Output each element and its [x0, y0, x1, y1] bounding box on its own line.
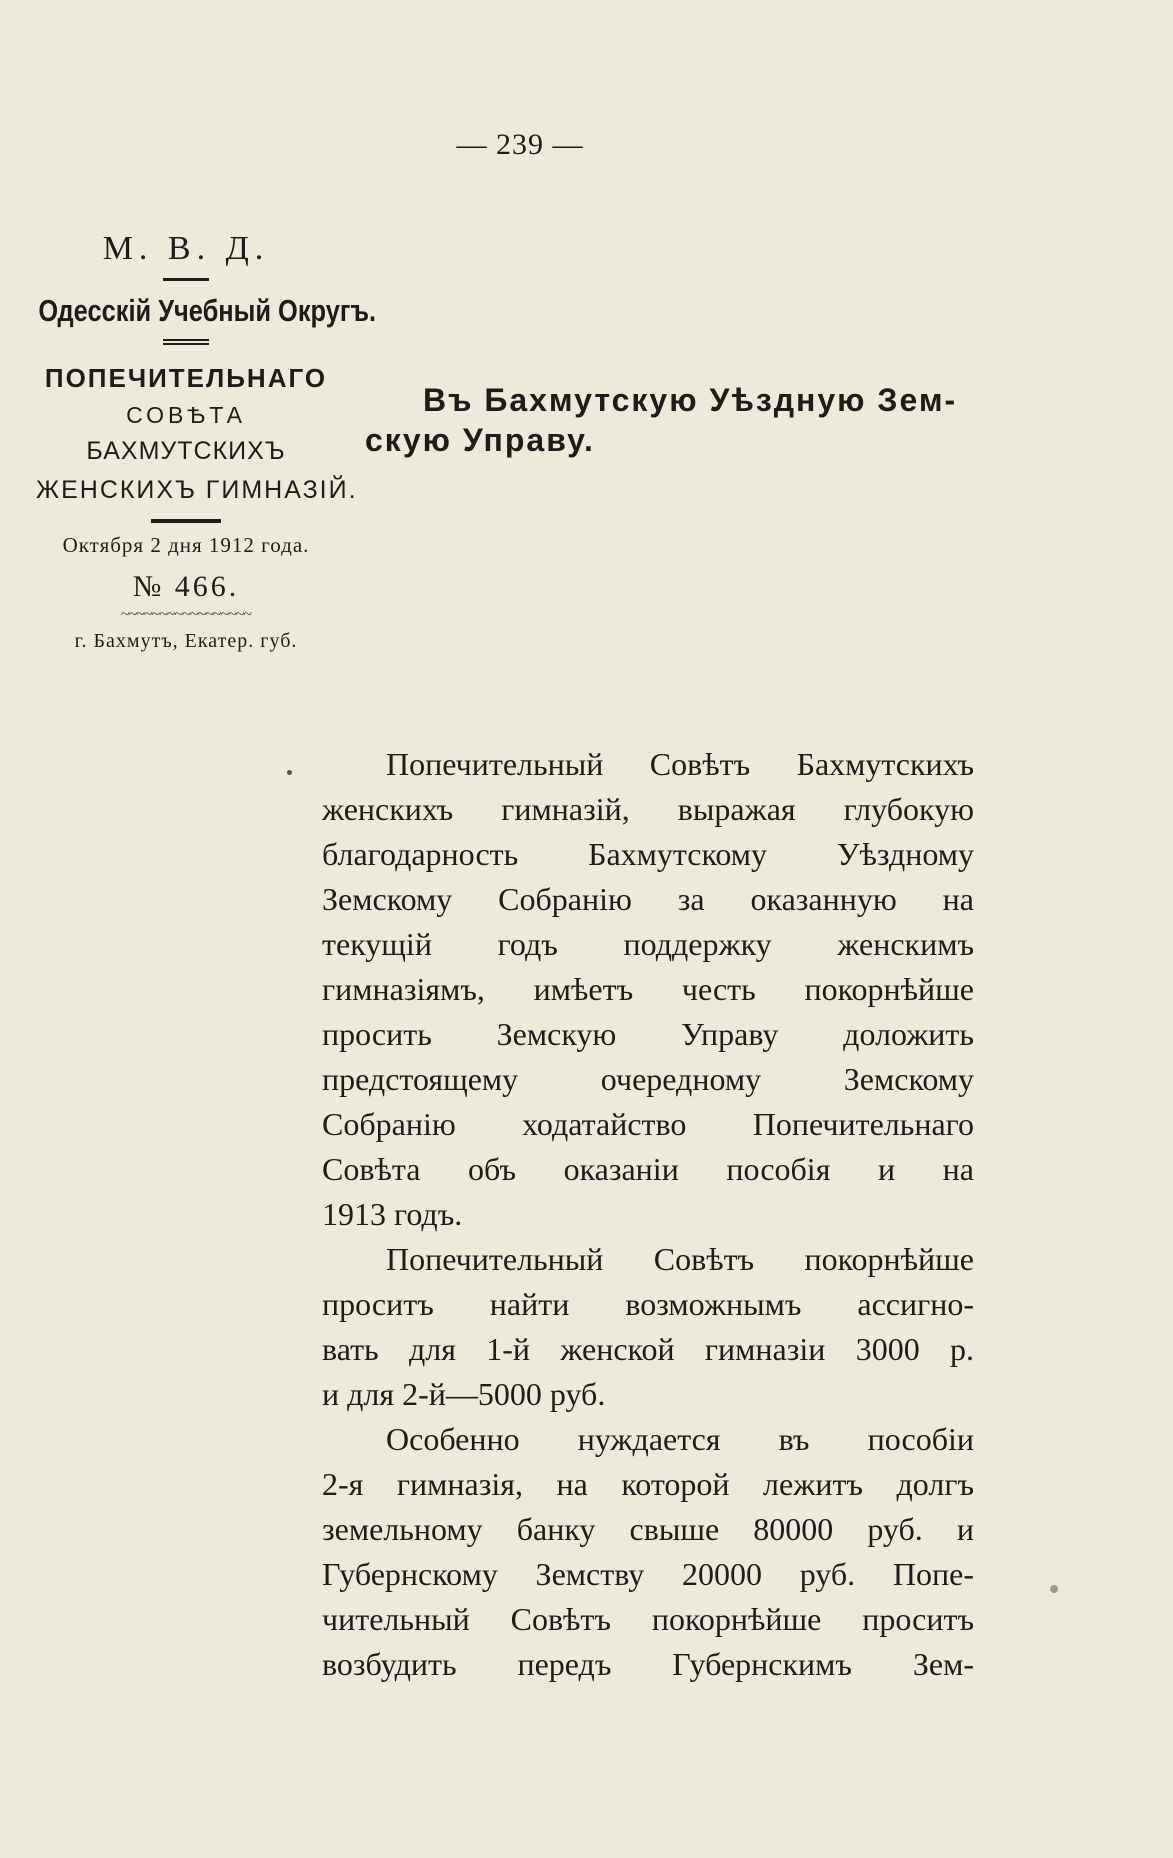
ministry-abbreviation: М. В. Д. — [102, 230, 270, 267]
addressee-line-2: скую Управу. — [365, 422, 595, 458]
council-name-line-4: ЖЕНСКИХЪ ГИМНАЗІЙ. — [36, 476, 358, 504]
text-line: возбудить передъ Губернскимъ Зем- — [322, 1646, 974, 1682]
text-line: вать для 1-й женской гимназіи 3000 р. — [322, 1331, 974, 1367]
text-line: Особенно нуждается въ пособіи — [386, 1421, 974, 1457]
text-line: проситъ найти возможнымъ ассигно- — [322, 1286, 974, 1322]
paper-speck — [1050, 1585, 1058, 1593]
text-line: земельному банку свыше 80000 руб. и — [322, 1511, 974, 1547]
school-district: Одесскій Учебный Округъ. — [38, 293, 377, 328]
text-line: текущій годъ поддержку женскимъ — [322, 926, 974, 962]
text-line: 1913 годъ. — [322, 1196, 463, 1232]
text-line: гимназіямъ, имѣетъ честь покорнѣйше — [322, 971, 974, 1007]
text-line: просить Земскую Управу доложить — [322, 1016, 974, 1052]
letter-body — [322, 742, 974, 1687]
text-line: Земскому Собранію за оказанную на — [322, 881, 974, 917]
letterhead — [36, 230, 377, 653]
council-name-line-2: СОВѢТА — [126, 402, 246, 428]
text-line: Попечительный Совѣтъ Бахмутскихъ — [386, 746, 974, 782]
paper-speck — [287, 770, 292, 775]
text-line: Губернскому Земству 20000 руб. Попе- — [322, 1556, 974, 1592]
place-of-issue: г. Бахмутъ, Екатер. губ. — [74, 630, 298, 652]
text-line: Попечительный Совѣтъ покорнѣйше — [386, 1241, 974, 1277]
text-line: чительный Совѣтъ покорнѣйше проситъ — [322, 1601, 974, 1637]
council-name-line-1: ПОПЕЧИТЕЛЬНАГО — [44, 363, 328, 393]
document-date: Октября 2 дня 1912 года. — [62, 533, 310, 557]
text-line: Совѣта объ оказаніи пособія и на — [322, 1151, 974, 1187]
document-number: № 466. — [132, 570, 240, 603]
paragraph-3 — [322, 1417, 974, 1687]
paragraph-2 — [322, 1237, 974, 1417]
council-name-line-3: БАХМУТСКИХЪ — [86, 437, 286, 465]
addressee — [365, 380, 985, 460]
text-line: Собранію ходатайство Попечительнаго — [322, 1106, 974, 1142]
text-line: 2-я гимназія, на которой лежитъ долгъ — [322, 1466, 974, 1502]
page-number: — 239 — — [456, 128, 584, 161]
addressee-line-1: Въ Бахмутскую Уѣздную Зем- — [423, 382, 958, 418]
text-line: благодарность Бахмутскому Уѣздному — [322, 836, 974, 872]
paragraph-1 — [322, 742, 974, 1237]
divider — [163, 278, 209, 281]
text-line: женскихъ гимназій, выражая глубокую — [322, 791, 974, 827]
thick-divider — [151, 519, 221, 523]
wavy-divider: ~~~~~~~~~~~~~~~~~ — [120, 608, 252, 622]
text-line: и для 2-й—5000 руб. — [322, 1376, 606, 1412]
text-line: предстоящему очередному Земскому — [322, 1061, 974, 1097]
double-divider — [163, 339, 209, 345]
